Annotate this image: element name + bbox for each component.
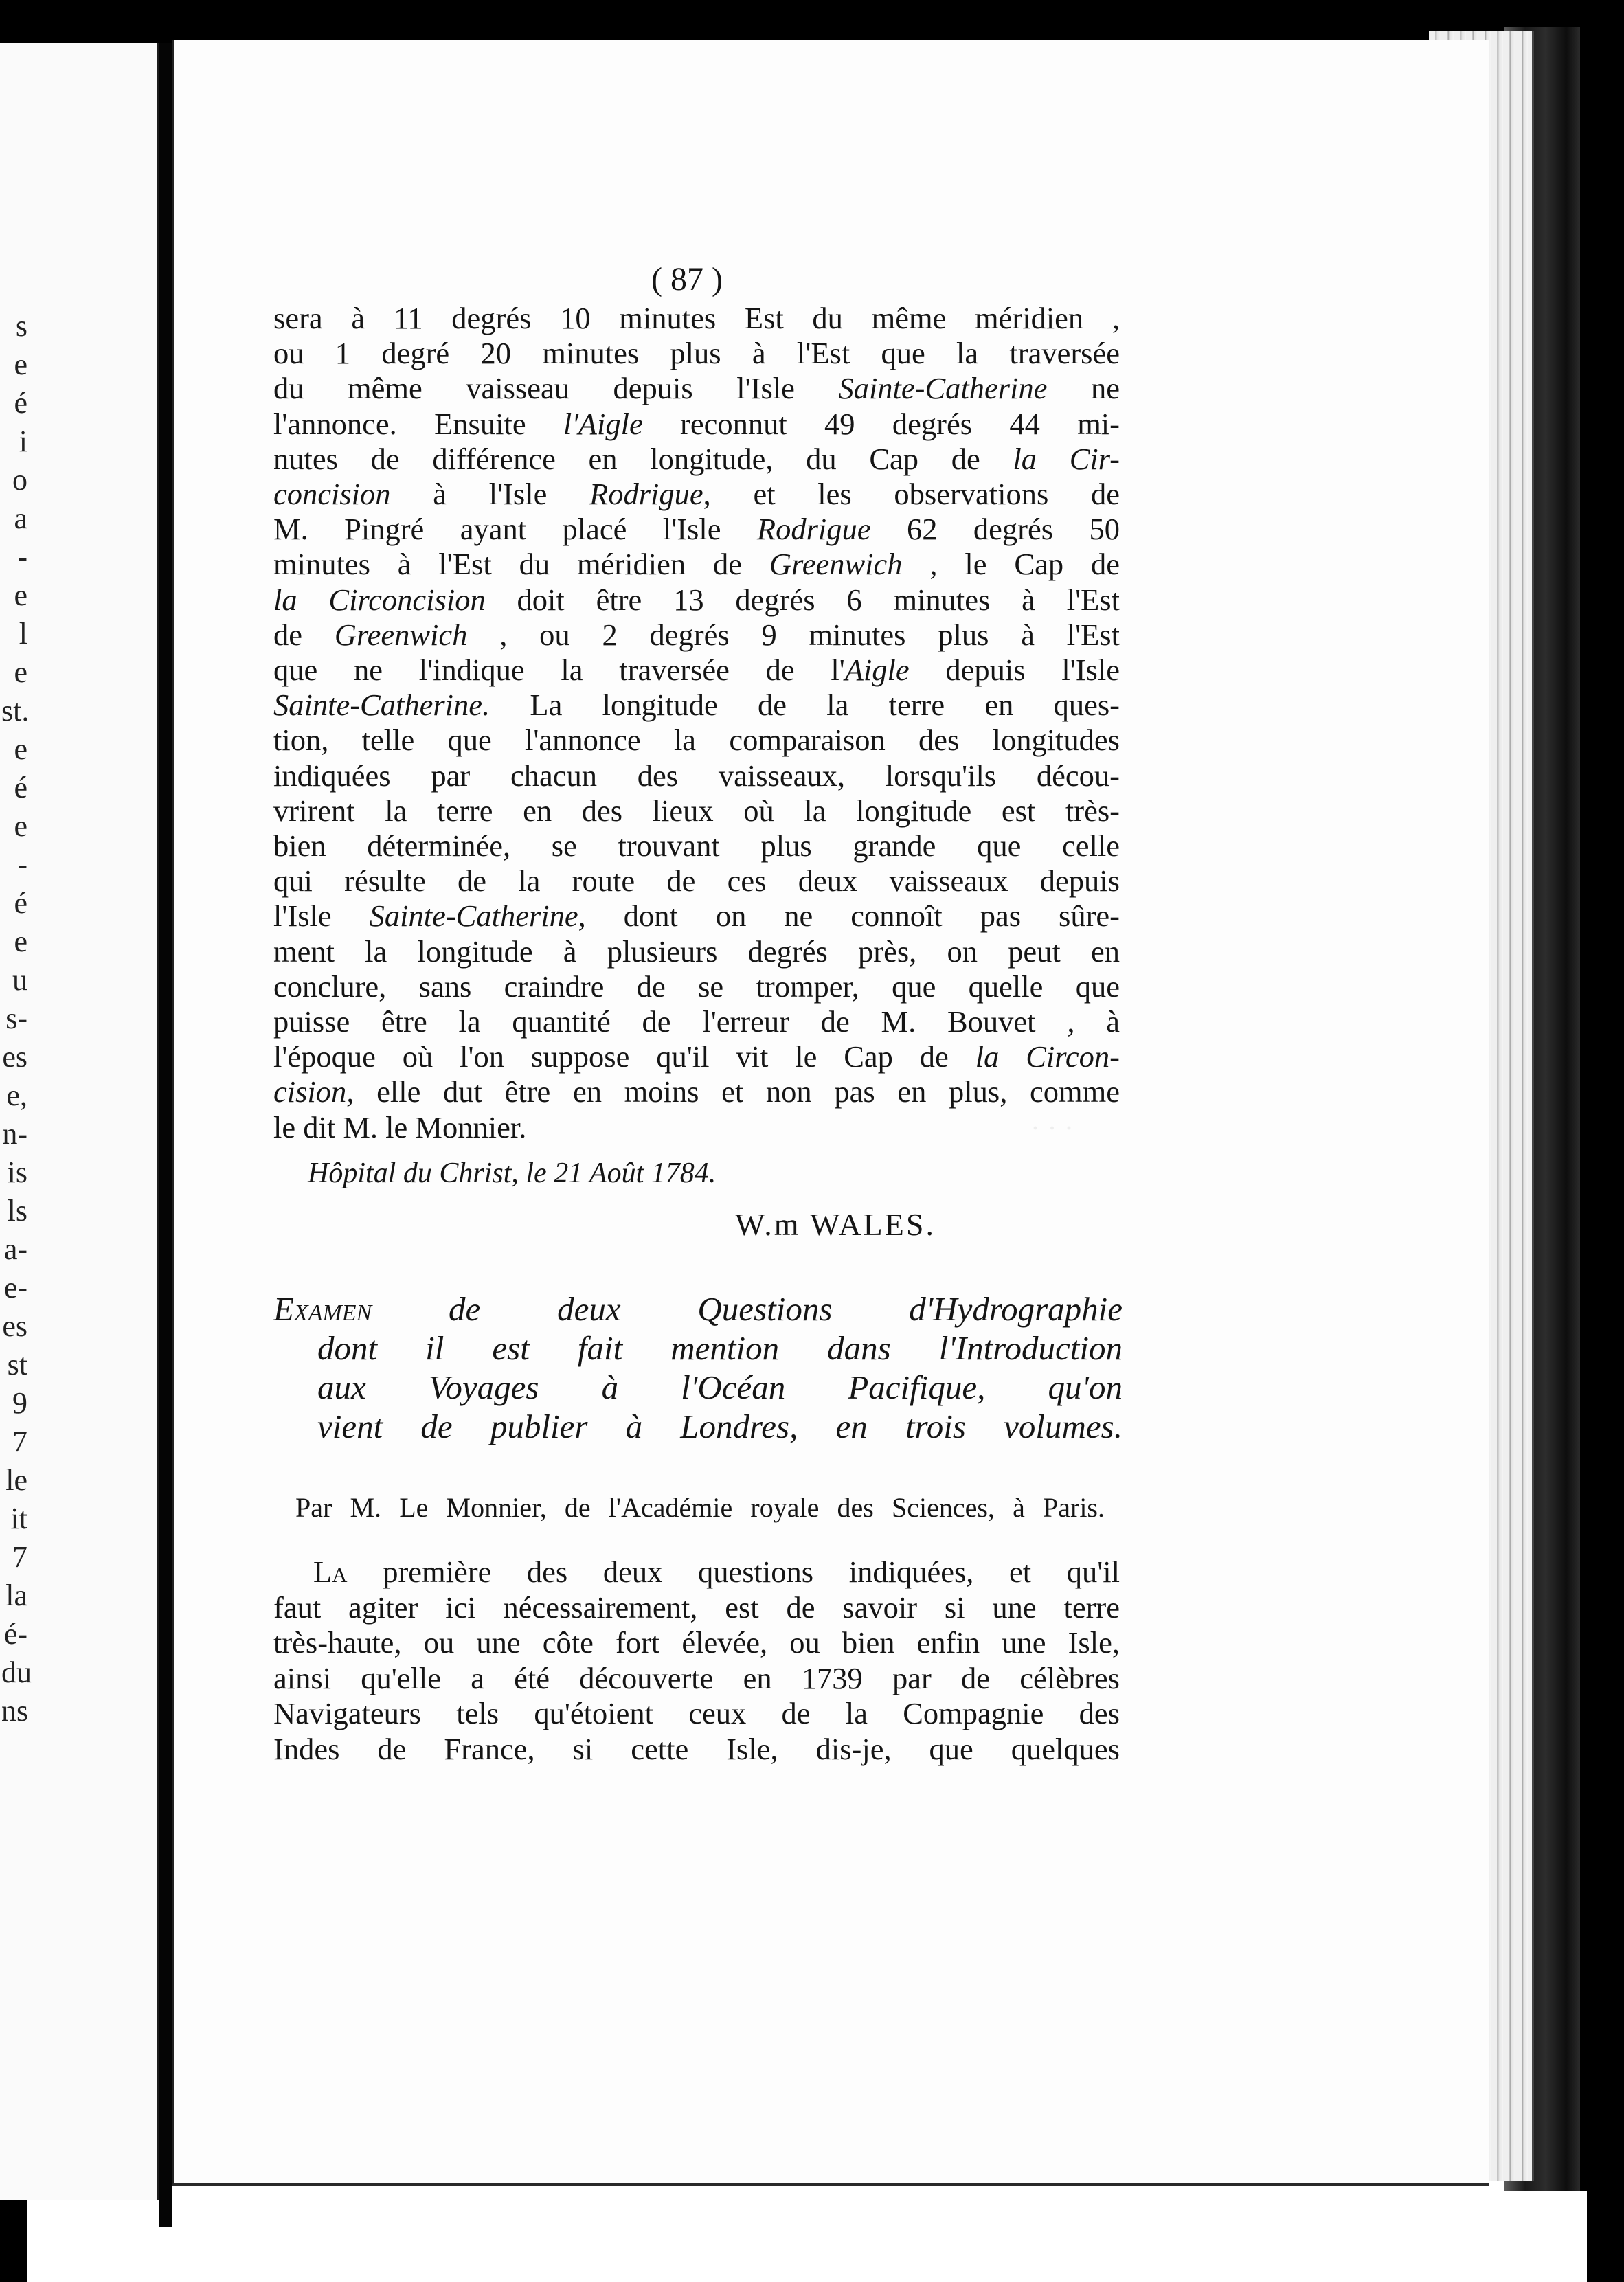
facing-page-fragment: it bbox=[10, 1502, 27, 1535]
text-run: ainsi qu'elle a été découverte en 1739 par de célèbres bbox=[273, 1660, 1120, 1695]
paragraph1-line bbox=[273, 898, 1120, 934]
facing-page-fragment: es bbox=[2, 1309, 27, 1343]
book-gutter bbox=[159, 43, 172, 2227]
text-run: Rodrigue bbox=[589, 477, 703, 511]
facing-page-fragment: e bbox=[14, 732, 27, 766]
scan-border-right bbox=[1580, 0, 1624, 2282]
paragraph1-line bbox=[273, 793, 1120, 828]
facing-page-fragment: le bbox=[5, 1463, 27, 1497]
facing-page-fragment: du bbox=[1, 1656, 32, 1689]
paragraph1-line bbox=[273, 652, 1120, 688]
facing-page-fragment: 9 bbox=[12, 1386, 27, 1420]
text-run: vient de publier à Londres, en trois volumes. bbox=[317, 1408, 1123, 1445]
text-run: vrirent la terre en des lieux où la longitude est très- bbox=[273, 793, 1120, 828]
paragraph2-line bbox=[273, 1625, 1120, 1660]
paragraph1-line bbox=[273, 1004, 1120, 1039]
paragraph1-line bbox=[273, 934, 1120, 969]
paragraph1-line bbox=[273, 335, 1120, 371]
facing-page-fragment: e, bbox=[6, 1078, 27, 1112]
facing-page-fragment: é- bbox=[3, 1617, 27, 1651]
facing-page-fragment: e bbox=[14, 925, 27, 958]
facing-page-fragment: u bbox=[12, 963, 27, 997]
text-run: Indes de France, si cette Isle, dis-je, que quelques bbox=[273, 1731, 1120, 1766]
paragraph2-line bbox=[273, 1660, 1120, 1696]
signature: W.m WALES. bbox=[735, 1207, 936, 1242]
text-run: ou 1 degré 20 minutes plus à l'Est que la traversée bbox=[273, 336, 1120, 371]
text-run: Greenwich bbox=[769, 547, 903, 582]
paragraph2-line bbox=[273, 1695, 1120, 1731]
dateline: Hôpital du Christ, le 21 Août 1784. bbox=[308, 1157, 717, 1189]
facing-page-fragment: 7 bbox=[12, 1540, 27, 1574]
text-run: l'annonce. Ensuite bbox=[273, 406, 563, 441]
text-run: Greenwich bbox=[334, 617, 468, 652]
facing-page-fragment: a bbox=[14, 501, 27, 535]
paragraph1-line bbox=[273, 1074, 1120, 1109]
paragraph1-line bbox=[273, 546, 1120, 582]
text-run: M. Pingré ayant placé l'Isle bbox=[273, 512, 757, 547]
text-run: Sainte-Catherine. bbox=[273, 688, 490, 723]
paragraph1-line bbox=[273, 511, 1120, 547]
facing-page-fragment: e bbox=[14, 348, 27, 381]
text-run: conclure, sans craindre de se tromper, que quelle que bbox=[273, 969, 1120, 1004]
page-number: ( 87 ) bbox=[651, 261, 723, 297]
text-run: le dit M. le Monnier. bbox=[273, 1109, 527, 1144]
facing-page-fragment: - bbox=[17, 848, 27, 881]
text-run: du même vaisseau depuis l'Isle bbox=[273, 371, 839, 406]
paragraph2-line bbox=[273, 1590, 1120, 1625]
text-run: ne bbox=[1047, 371, 1120, 406]
paragraph1-line bbox=[273, 582, 1120, 618]
text-run: nutes de différence en longitude, du Cap de bbox=[273, 441, 1013, 476]
text-run: sera à 11 degrés 10 minutes Est du même méridien , bbox=[273, 301, 1120, 335]
facing-page-fragment: é bbox=[14, 886, 27, 920]
text-run: à l'Isle bbox=[390, 477, 590, 511]
text-run: que ne l'indique la traversée de l' bbox=[273, 653, 845, 687]
text-run: bien déterminée, se trouvant plus grande que celle bbox=[273, 828, 1120, 863]
paragraph1-line bbox=[273, 441, 1120, 477]
facing-page-fragment: a- bbox=[3, 1232, 27, 1266]
paragraph1-line bbox=[273, 687, 1120, 723]
article-title-line bbox=[273, 1289, 1123, 1329]
facing-page-fragment: é bbox=[14, 771, 27, 804]
paragraph1-line bbox=[273, 406, 1120, 442]
facing-page-fragment: la bbox=[5, 1579, 27, 1612]
facing-page-fragment: es bbox=[2, 1040, 27, 1074]
text-run: Sainte-Catherine bbox=[838, 371, 1048, 406]
paragraph1-line bbox=[273, 722, 1120, 758]
text-run: concision bbox=[273, 477, 391, 511]
paragraph1-line bbox=[273, 969, 1120, 1004]
facing-page-fragment: o bbox=[12, 463, 27, 497]
text-run: la Circon- bbox=[975, 1039, 1120, 1074]
facing-page-fragment: i bbox=[19, 425, 27, 458]
paragraph2-line bbox=[313, 1554, 1120, 1590]
text-run: reconnut 49 degrés 44 mi- bbox=[642, 406, 1120, 441]
text-run: , et les observations de bbox=[703, 477, 1120, 511]
text-run: l'époque où l'on suppose qu'il vit le Cap de bbox=[273, 1039, 975, 1074]
facing-page-fragment: st bbox=[7, 1348, 27, 1381]
facing-page-fragment: ls bbox=[7, 1194, 27, 1228]
paragraph1-line bbox=[273, 758, 1120, 793]
paragraph1-line bbox=[273, 828, 1120, 863]
facing-page-fragment: e- bbox=[3, 1271, 27, 1304]
facing-page-fragment: s- bbox=[5, 1002, 27, 1035]
facing-page-fragment: é bbox=[14, 386, 27, 420]
scan-border-top bbox=[0, 0, 1624, 43]
text-run: minutes à l'Est du méridien de bbox=[273, 547, 769, 582]
paragraph1-line bbox=[273, 863, 1120, 899]
text-run: très-haute, ou une côte fort élevée, ou bien enfin une Isle, bbox=[273, 1625, 1120, 1660]
text-run: faut agiter ici nécessairement, est de savoir si une terre bbox=[273, 1590, 1120, 1625]
text-run: puisse être la quantité de l'erreur de M. Bouvet , à bbox=[273, 1004, 1120, 1039]
text-run: depuis l'Isle bbox=[909, 653, 1120, 687]
text-run: aux Voyages à l'Océan Pacifique, qu'on bbox=[317, 1368, 1123, 1406]
text-run: première des deux questions indiquées, et qu'il bbox=[347, 1555, 1120, 1589]
text-run: La longitude de la terre en ques- bbox=[490, 688, 1120, 723]
facing-page-fragment: - bbox=[17, 540, 27, 574]
author-byline: Par M. Le Monnier, de l'Académie royale des Sciences, à Paris. bbox=[295, 1492, 1105, 1523]
facing-page-fragment: s bbox=[15, 309, 27, 343]
text-run: tion, telle que l'annonce la comparaison des longitudes bbox=[273, 723, 1120, 758]
text-run: 62 degrés 50 bbox=[870, 512, 1120, 547]
paragraph2-line bbox=[273, 1731, 1120, 1767]
text-run: Navigateurs tels qu'étoient ceux de la Compagnie des bbox=[273, 1696, 1120, 1730]
text-run: ment la longitude à plusieurs degrés près, on peut en bbox=[273, 934, 1120, 969]
text-run: qui résulte de la route de ces deux vaisseaux depuis bbox=[273, 863, 1120, 899]
facing-page-fragment: 7 bbox=[12, 1425, 27, 1458]
facing-page-fragment: st. bbox=[1, 694, 30, 727]
text-run: Rodrigue bbox=[756, 512, 871, 547]
text-run: Sainte-Catherine bbox=[369, 899, 578, 934]
scan-margin-bottom bbox=[172, 2191, 1587, 2282]
paragraph1-line bbox=[273, 1109, 1120, 1145]
facing-page-fragment: e bbox=[14, 809, 27, 843]
text-run: , ou 2 degrés 9 minutes plus à l'Est bbox=[467, 617, 1120, 652]
facing-page-fragment: e bbox=[14, 655, 27, 689]
paragraph1-line bbox=[273, 370, 1120, 406]
text-run: indiquées par chacun des vaisseaux, lorsqu'ils décou- bbox=[273, 758, 1120, 793]
text-run: elle dut être en moins et non pas en plus, comme bbox=[354, 1074, 1120, 1109]
paragraph1-line bbox=[273, 476, 1120, 512]
facing-page-fragment: l bbox=[19, 617, 27, 651]
text-run: dont il est fait mention dans l'Introduction bbox=[317, 1329, 1123, 1367]
paragraph1-line bbox=[273, 300, 1120, 336]
facing-page-fragment: is bbox=[7, 1155, 27, 1189]
text-run: l'Aigle bbox=[563, 406, 643, 441]
bleed-through-text: · · · bbox=[1030, 1113, 1074, 1144]
article-title-line bbox=[317, 1407, 1123, 1447]
article-title-line bbox=[317, 1329, 1123, 1368]
facing-page-fragment: e bbox=[14, 578, 27, 612]
text-run: Aigle bbox=[844, 653, 910, 687]
text-run: cision, bbox=[273, 1074, 354, 1109]
text-run: la Cir- bbox=[1013, 441, 1120, 476]
article-title-line bbox=[317, 1368, 1123, 1408]
text-run: La bbox=[313, 1555, 348, 1589]
text-run: , dont on ne connoît pas sûre- bbox=[578, 899, 1120, 934]
text-run: doit être 13 degrés 6 minutes à l'Est bbox=[485, 582, 1120, 617]
text-run: , le Cap de bbox=[902, 547, 1120, 582]
text-run: de bbox=[273, 617, 335, 652]
paragraph1-line bbox=[273, 1039, 1120, 1074]
text-run: la Circoncision bbox=[273, 582, 486, 617]
text-run: l'Isle bbox=[273, 899, 370, 934]
facing-page-fragment: ns bbox=[1, 1694, 29, 1728]
paragraph1-line bbox=[273, 617, 1120, 653]
text-run: de deux Questions d'Hydrographie bbox=[372, 1290, 1123, 1328]
text-run: Examen bbox=[273, 1290, 372, 1328]
facing-page-fragment: n- bbox=[2, 1117, 27, 1151]
